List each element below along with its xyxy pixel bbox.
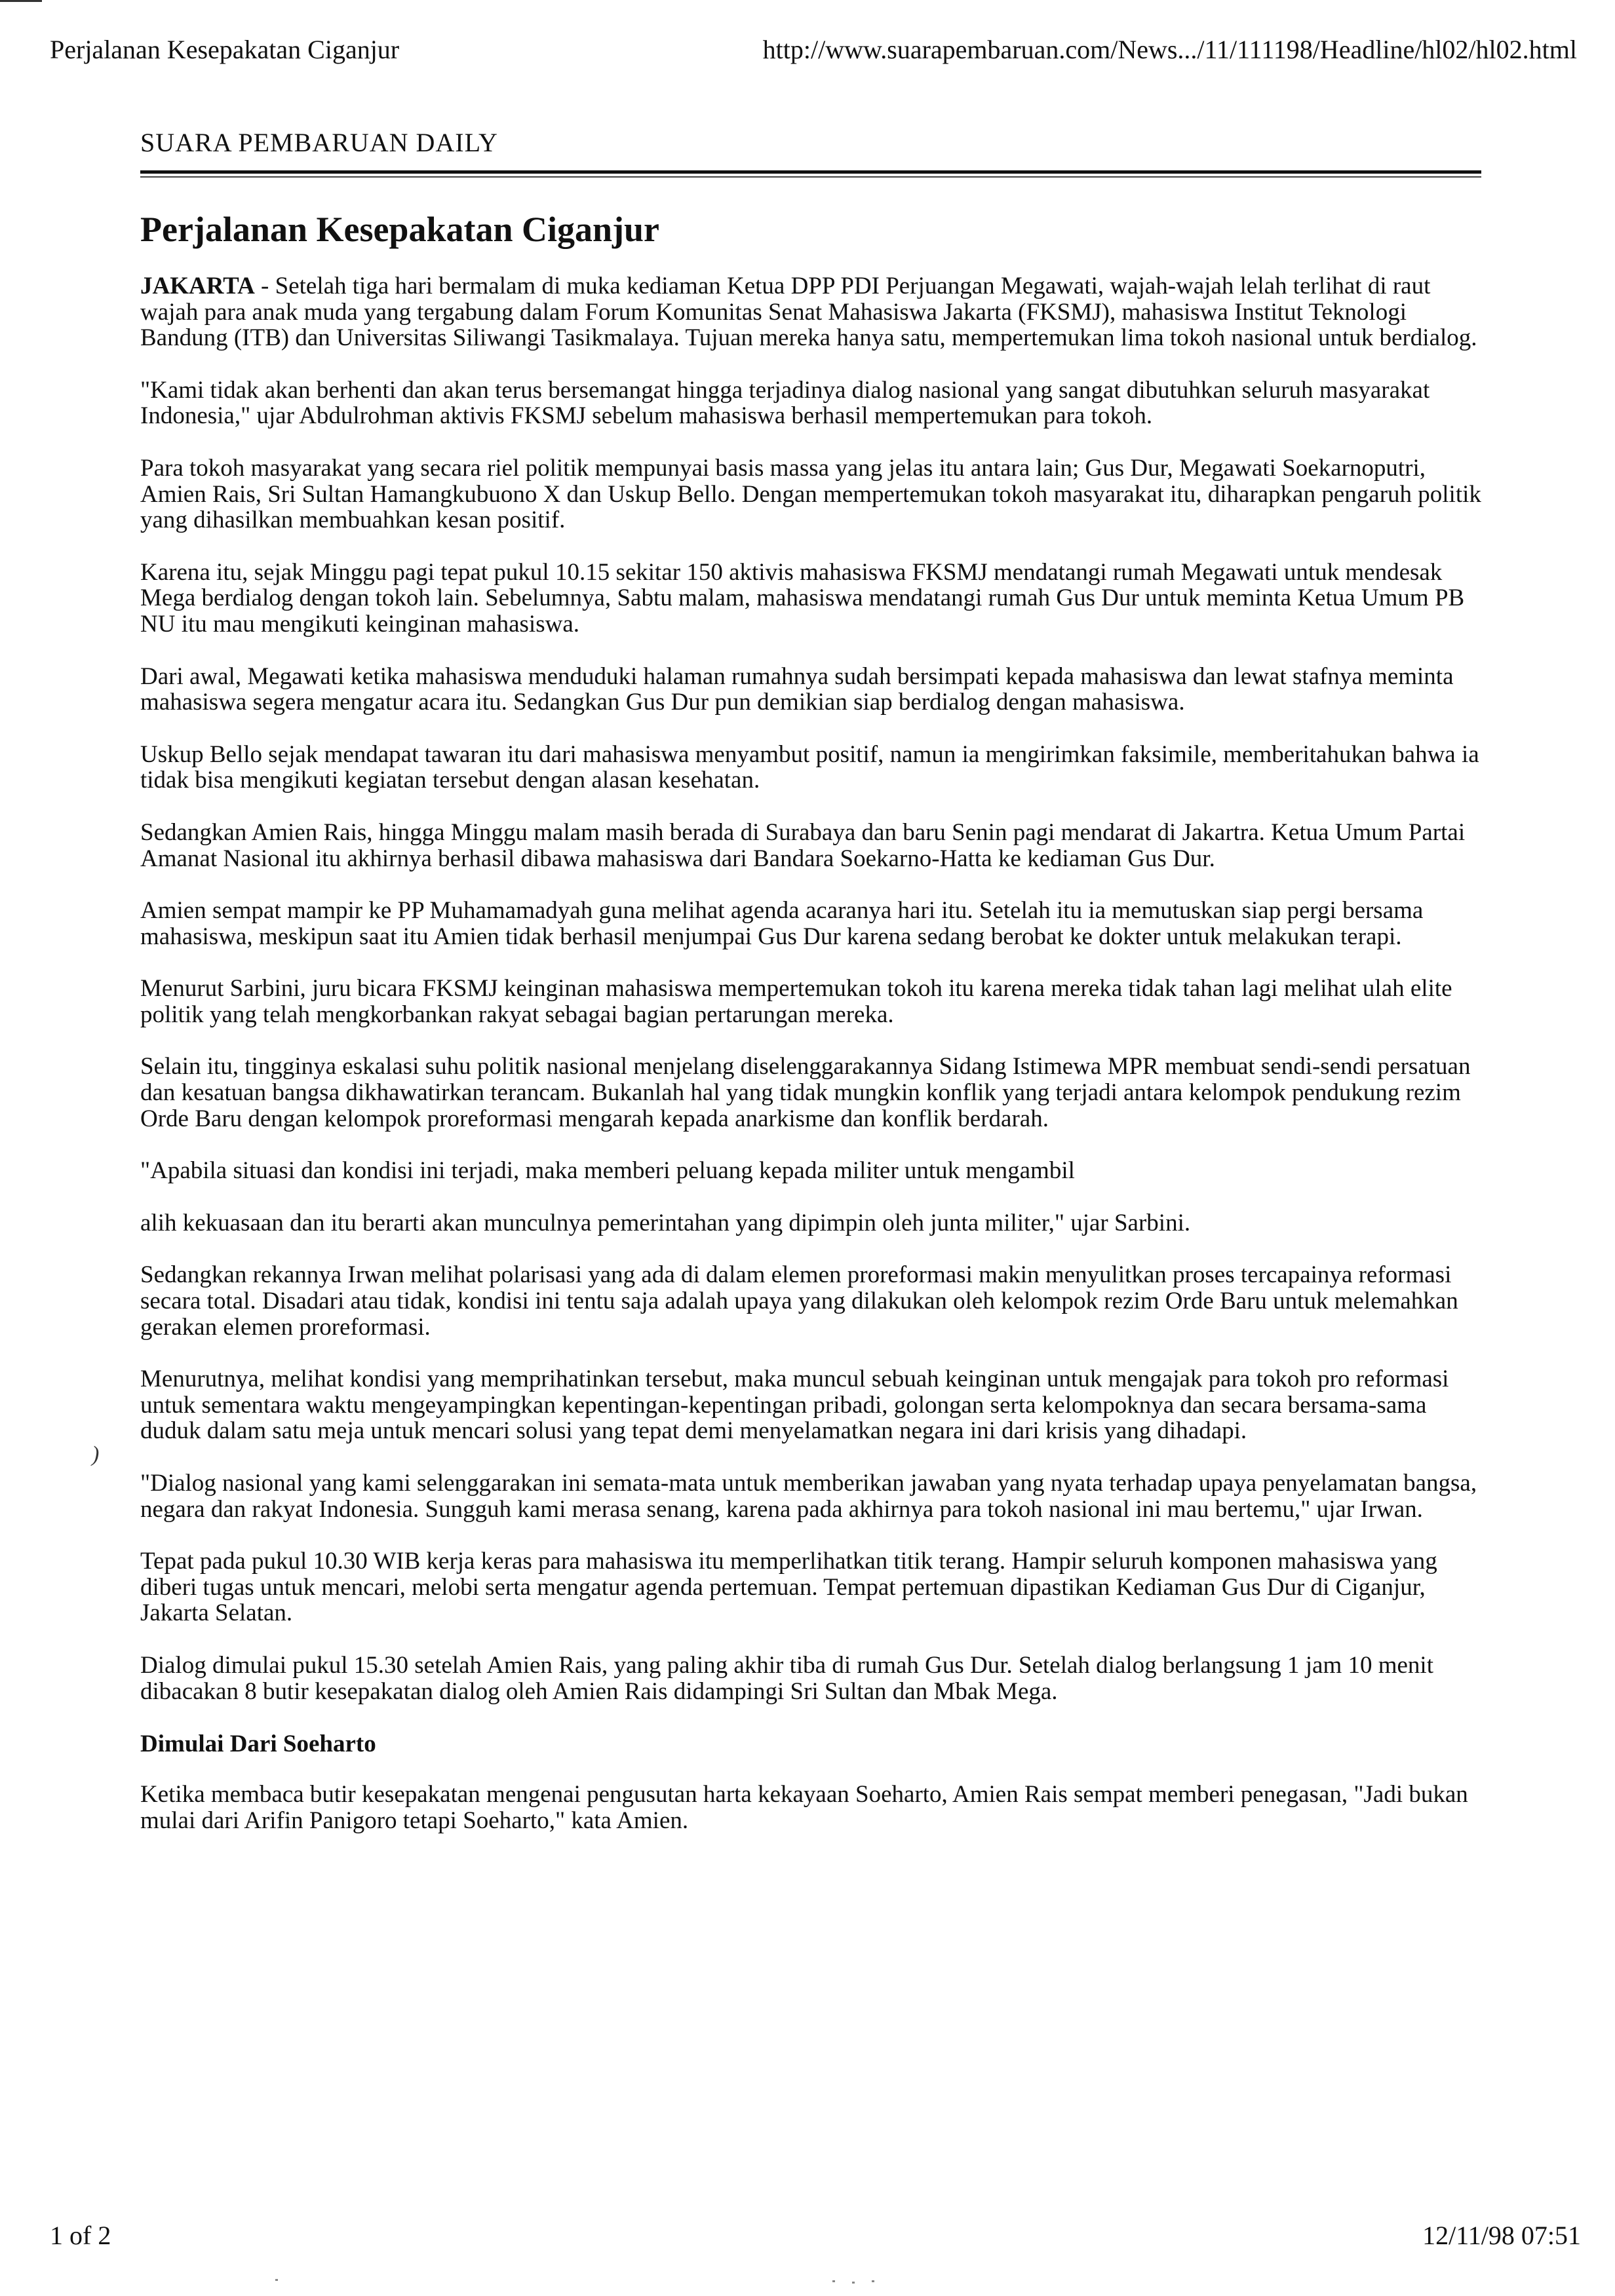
print-footer-timestamp: 12/11/98 07:51	[1422, 2221, 1581, 2250]
article-headline: Perjalanan Kesepakatan Ciganjur	[140, 210, 660, 249]
article-paragraph-16: Dialog dimulai pukul 15.30 setelah Amien Rais, yang paling akhir tiba di rumah Gus Dur. Setelah dialog berlangsung 1 jam 10 menit dibacakan 8 butir kesepakatan dialog oleh Amien Rais didampingi Sri Sultan dan Mbak Mega.	[140, 1651, 1433, 1705]
article-paragraph-6: Sedangkan Amien Rais, hingga Minggu malam masih berada di Surabaya dan baru Senin pagi mendarat di Jakartra. Ketua Umum Partai Amanat Nasional itu akhirnya berhasil dibawa mahasiswa dari Bandara Soekarno-Hatta ke kediaman Gus Dur.	[140, 818, 1466, 872]
article-paragraph-1: "Kami tidak akan berhenti dan akan terus bersemangat hingga terjadinya dialog nasional yang sangat dibutuhkan seluruh masyarakat Indonesia," ujar Abdulrohman aktivis FKSMJ sebelum mahasiswa berhasil mempertemukan para tokoh.	[140, 376, 1430, 430]
print-footer-page-count: 1 of 2	[50, 2221, 111, 2250]
article-paragraph-7: Amien sempat mampir ke PP Muhamamadyah guna melihat agenda acaranya hari itu. Setelah itu ia memutuskan siap pergi bersama mahasiswa, meskipun saat itu Amien tidak berhasil menjumpai Gus Dur karena sedang berobat ke dokter untuk melakukan terapi.	[140, 897, 1424, 950]
scan-corner-mark	[0, 0, 42, 2]
article-paragraph-10: "Apabila situasi dan kondisi ini terjadi, maka memberi peluang kepada militer untuk mengambil	[140, 1157, 1075, 1185]
masthead-rule	[140, 170, 1481, 174]
scan-artifact-dot	[832, 2280, 835, 2282]
masthead-rule-thin	[140, 176, 1481, 178]
article-paragraph-3: Karena itu, sejak Minggu pagi tepat pukul 10.15 sekitar 150 aktivis mahasiswa FKSMJ mendatangi rumah Megawati untuk mendesak Mega berdialog dengan tokoh lain. Sebelumnya, Sabtu malam, mahasiswa mendatangi rumah Gus Dur untuk meminta Ketua Umum PB NU itu mau mengikuti keinginan mahasiswa.	[140, 558, 1465, 638]
article-paragraph-4: Dari awal, Megawati ketika mahasiswa menduduki halaman rumahnya sudah bersimpati kepada mahasiswa dan lewat stafnya meminta mahasiswa segera mengatur acara itu. Sedangkan Gus Dur pun demikian siap berdialog dengan mahasiswa.	[140, 662, 1454, 716]
article-paragraph-14: "Dialog nasional yang kami selenggarakan ini semata-mata untuk memberikan jawaban yang nyata terhadap upaya penyelamatan bangsa, negara dan rakyat Indonesia. Sungguh kami merasa senang, karena pada akhirnya para tokoh nasional ini mau bertemu," ujar Irwan.	[140, 1470, 1477, 1523]
dateline: JAKARTA	[140, 273, 255, 299]
scan-artifact-dot	[852, 2282, 855, 2284]
article-paragraph-11: alih kekuasaan dan itu berarti akan munculnya pemerintahan yang dipimpin oleh junta militer," ujar Sarbini.	[140, 1209, 1191, 1236]
print-header-page-title: Perjalanan Kesepakatan Ciganjur	[50, 35, 400, 64]
article-paragraph-9: Selain itu, tingginya eskalasi suhu politik nasional menjelang diselenggarakannya Sidang Istimewa MPR membuat sendi-sendi persatuan dan kesatuan bangsa dikhawatirkan terancam. Bukanlah hal yang tidak mungkin konflik yang terjadi antara kelompok pendukung rezim Orde Baru dengan kelompok proreformasi mengarah kepada anarkisme dan konflik berdarah.	[140, 1053, 1471, 1132]
article-paragraph-8: Menurut Sarbini, juru bicara FKSMJ keinginan mahasiswa mempertemukan tokoh itu karena mereka tidak tahan lagi melihat ulah elite politik yang telah mengkorbankan rakyat sebagai bagian pertarungan mereka.	[140, 975, 1452, 1028]
article-paragraph-5: Uskup Bello sejak mendapat tawaran itu dari mahasiswa menyambut positif, namun ia mengirimkan faksimile, memberitahukan bahwa ia tidak bisa mengikuti kegiatan tersebut dengan alasan kesehatan.	[140, 740, 1479, 794]
article-paragraph-12: Sedangkan rekannya Irwan melihat polarisasi yang ada di dalam elemen proreformasi makin menyulitkan proses tercapainya reformasi secara total. Disadari atau tidak, kondisi ini tentu saja adalah upaya yang dilakukan oleh kelompok rezim Orde Baru untuk melemahkan gerakan elemen proreformasi.	[140, 1261, 1458, 1341]
handwritten-margin-mark: )	[92, 1442, 100, 1466]
article-container	[140, 127, 1481, 1860]
article-paragraph-13: Menurutnya, melihat kondisi yang memprihatinkan tersebut, maka muncul sebuah keinginan untuk mengajak para tokoh pro reformasi untuk sementara waktu mengeyampingkan kepentingan-kepentingan pribadi, golongan serta kelompoknya dan secara bersama-sama duduk dalam satu meja untuk mencari solusi yang tepat demi menyelamatkan negara ini dari krisis yang dihadapi.	[140, 1366, 1449, 1445]
lead-text: - Setelah tiga hari bermalam di muka kediaman Ketua DPP PDI Perjuangan Megawati, wajah-wajah lelah terlihat di raut wajah para anak muda yang tergabung dalam Forum Komunitas Senat Mahasiswa Jakarta (FKSMJ), mahasiswa Institut Teknologi Bandung (ITB) dan Universitas Siliwangi Tasikmalaya. Tujuan mereka hanya satu, mempertemukan lima tokoh nasional untuk berdialog.	[140, 273, 1477, 352]
scan-artifact-dot	[872, 2280, 874, 2282]
article-closing-paragraph: Ketika membaca butir kesepakatan mengenai pengusutan harta kekayaan Soeharto, Amien Rais sempat memberi penegasan, "Jadi bukan mulai dari Arifin Panigoro tetapi Soeharto," kata Amien.	[140, 1781, 1468, 1834]
print-header-url: http://www.suarapembaruan.com/News.../11/111198/Headline/hl02/hl02.html	[762, 35, 1577, 64]
scan-artifact-dot	[275, 2279, 278, 2281]
masthead: SUARA PEMBARUAN DAILY	[140, 128, 498, 157]
article-subheading: Dimulai Dari Soeharto	[140, 1731, 376, 1758]
article-lead-paragraph	[140, 273, 1481, 351]
article-paragraph-15: Tepat pada pukul 10.30 WIB kerja keras para mahasiswa itu memperlihatkan titik terang. Hampir seluruh komponen mahasiswa yang diberi tugas untuk mencari, melobi serta mengatur agenda pertemuan. Tempat pertemuan dipastikan Kediaman Gus Dur di Ciganjur, Jakarta Selatan.	[140, 1548, 1437, 1627]
article-paragraph-2: Para tokoh masyarakat yang secara riel politik mempunyai basis massa yang jelas itu antara lain; Gus Dur, Megawati Soekarnoputri, Amien Rais, Sri Sultan Hamangkubuono X dan Uskup Bello. Dengan mempertemukan tokoh masyarakat itu, diharapkan pengaruh politik yang dihasilkan membuahkan kesan positif.	[140, 454, 1481, 534]
